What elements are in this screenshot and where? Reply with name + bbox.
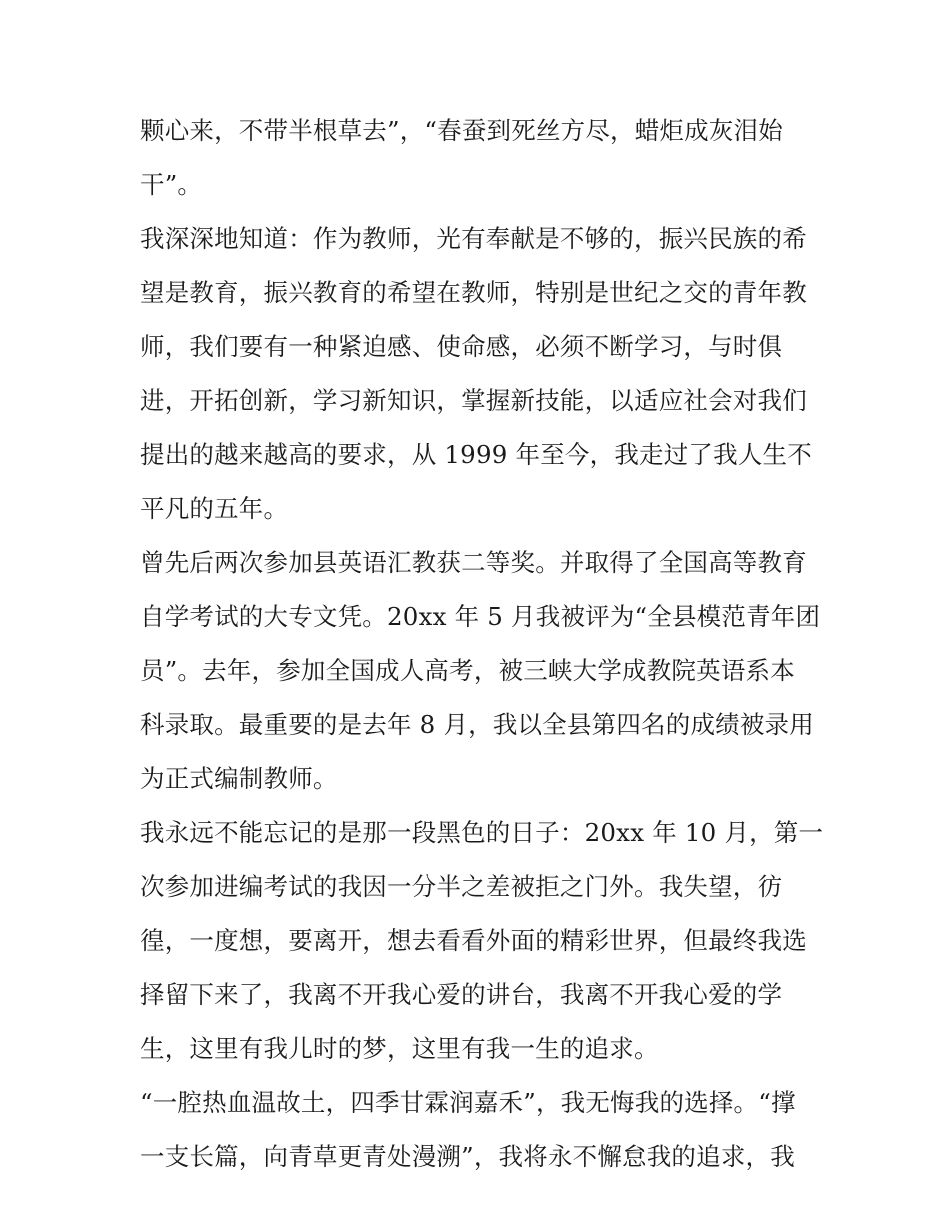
text-line: 进，开拓创新，学习新知识，掌握新技能，以适应社会对我们 bbox=[140, 386, 807, 415]
text-line: 我永远不能忘记的是那一段黑色的日子：20xx 年 10 月，第一 bbox=[140, 818, 824, 847]
text-line: 科录取。最重要的是去年 8 月，我以全县第四名的成绩被录用 bbox=[140, 710, 814, 739]
text-line: 我深深地知道：作为教师，光有奉献是不够的，振兴民族的希 bbox=[140, 224, 807, 253]
text-line: 为正式编制教师。 bbox=[140, 764, 338, 793]
text-line: 师，我们要有一种紧迫感、使命感，必须不断学习，与时俱 bbox=[140, 332, 783, 361]
text-line: 颗心来，不带半根草去”，“春蚕到死丝方尽，蜡炬成灰泪始 bbox=[140, 116, 783, 145]
text-line: 平凡的五年。 bbox=[140, 494, 289, 523]
text-line: 次参加进编考试的我因一分半之差被拒之门外。我失望，彷 bbox=[140, 872, 783, 901]
text-line: 择留下来了，我离不开我心爱的讲台，我离不开我心爱的学 bbox=[140, 980, 783, 1009]
text-line: 员”。去年，参加全国成人高考，被三峡大学成教院英语系本 bbox=[140, 656, 795, 685]
document-body bbox=[140, 104, 824, 1184]
text-line: 曾先后两次参加县英语汇教获二等奖。并取得了全国高等教育 bbox=[140, 548, 807, 577]
text-line: 自学考试的大专文凭。20xx 年 5 月我被评为“全县模范青年团 bbox=[140, 602, 821, 631]
text-line: 生，这里有我儿时的梦，这里有我一生的追求。 bbox=[140, 1034, 659, 1063]
text-line: 提出的越来越高的要求，从 1999 年至今，我走过了我人生不 bbox=[140, 440, 812, 469]
text-line: 一支长篇，向青草更青处漫溯”，我将永不懈怠我的追求，我 bbox=[140, 1142, 795, 1171]
text-line: 干”。 bbox=[140, 170, 203, 199]
text-line: 徨，一度想，要离开，想去看看外面的精彩世界，但最终我选 bbox=[140, 926, 807, 955]
text-line: 望是教育，振兴教育的希望在教师，特别是世纪之交的青年教 bbox=[140, 278, 807, 307]
text-line: “一腔热血温故土，四季甘霖润嘉禾”，我无悔我的选择。“撑 bbox=[140, 1088, 796, 1117]
